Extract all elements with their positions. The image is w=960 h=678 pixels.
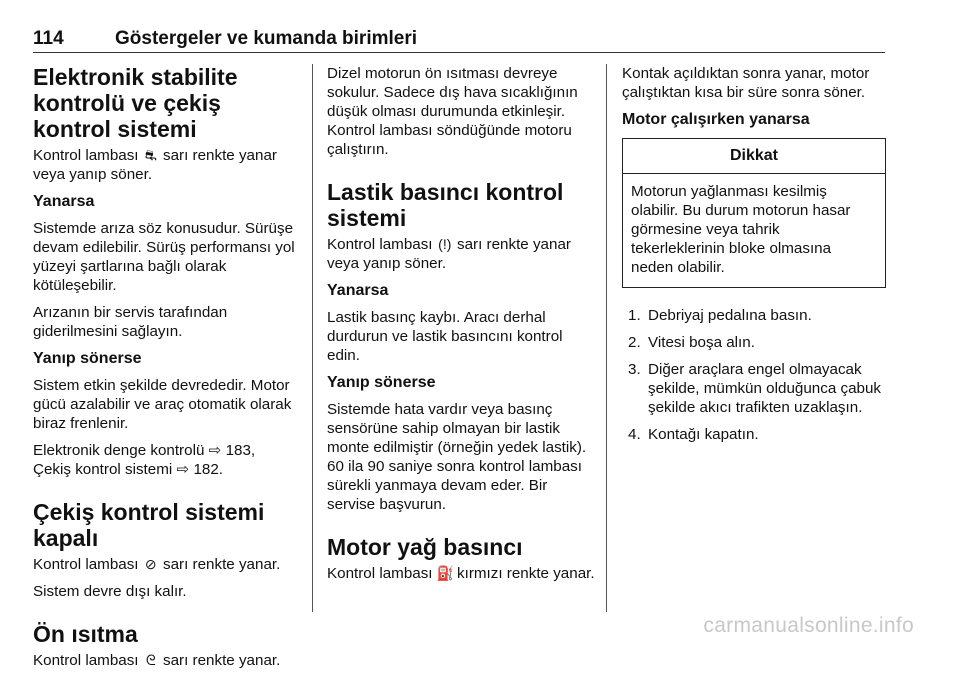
list-item: 2. Vitesi boşa alın.: [628, 334, 755, 351]
column-right: [622, 64, 888, 452]
subheading-yanip-sonerse: Yanıp sönerse: [33, 350, 142, 367]
glow-plug-icon: ᘓ: [145, 652, 156, 668]
reference-arrow-icon: ⇨: [176, 461, 190, 478]
cross-references: Elektronik denge kontrolü ⇨ 183, Çekiş kontrol sistemi ⇨ 182.: [33, 442, 256, 478]
esc-yanarsa-text: Sistemde arıza söz konusudur. Sürüşe devam edilebilir. Sürüş performansı yol yüzeyi şartlarına bağlı olarak kötüleşebilir.: [33, 220, 295, 294]
column-divider: [606, 64, 607, 612]
tpms-heading: Lastik basıncı kontrol sistemi: [327, 179, 564, 231]
reference-link[interactable]: 183,: [225, 442, 256, 459]
glow-plug-heading: Ön ısıtma: [33, 621, 138, 647]
subheading-yanarsa: Yanarsa: [33, 193, 95, 210]
subheading-engine-running: Motor çalışırken yanarsa: [622, 111, 810, 128]
page-header: [33, 28, 885, 53]
esc-service-text: Arızanın bir servis tarafından giderilmesini sağlayın.: [33, 304, 228, 340]
oil-pressure-heading: Motor yağ basıncı: [327, 534, 523, 560]
esc-warning-icon: ⛐: [144, 147, 157, 163]
column-divider: [312, 64, 313, 612]
glow-plug-intro: Kontrol lambası ᘓ sarı renkte yanar.: [33, 652, 281, 669]
list-item: 1. Debriyaj pedalına basın.: [628, 307, 812, 324]
tpms-yanarsa-text: Lastik basınç kaybı. Aracı derhal durdurun ve lastik basıncını kontrol edin.: [327, 309, 563, 364]
traction-off-intro: Kontrol lambası ⊘ sarı renkte yanar.: [33, 556, 281, 573]
subheading-yanarsa: Yanarsa: [327, 282, 389, 299]
esc-intro: Kontrol lambası ⛐ sarı renkte yanar veya yanıp söner.: [33, 147, 277, 183]
esc-heading: Elektronik stabilite kontrolü ve çekiş kontrol sistemi: [33, 64, 238, 142]
caution-text: Motorun yağlanması kesilmiş olabilir. Bu durum motorun hasar görmesine veya tahrik tekerleklerinin bloke olmasına neden olabilir.: [631, 183, 851, 276]
esc-yanip-text: Sistem etkin şekilde devrededir. Motor gücü azalabilir ve araç otomatik olarak biraz frenlenir.: [33, 377, 292, 432]
traction-off-heading: Çekiş kontrol sistemi kapalı: [33, 499, 265, 551]
list-item: 4. Kontağı kapatın.: [628, 426, 759, 443]
tpms-yanip-text: Sistemde hata vardır veya basınç sensörüne sahip olmayan bir lastik monte edilmiştir (örneğin yedek lastik). 60 ila 90 saniye sonra kontrol lambası sürekli yanmaya devam eder. Bir servise başvurun.: [327, 401, 587, 513]
column-middle: [327, 64, 595, 591]
oil-pressure-intro: Kontrol lambası ⛽ kırmızı renkte yanar.: [327, 565, 595, 582]
steps-list: [622, 306, 888, 444]
diesel-preheat-text: Dizel motorun ön ısıtması devreye sokulur. Sadece dış hava sıcaklığının düşük olması durumunda etkinleşir. Kontrol lambası söndüğünde motoru çalıştırın.: [327, 65, 578, 158]
oil-pressure-text: Kontak açıldıktan sonra yanar, motor çalıştıktan kısa bir süre sonra söner.: [622, 65, 870, 101]
chapter-title: Göstergeler ve kumanda birimleri: [115, 28, 418, 49]
caution-title: Dikkat: [623, 139, 885, 174]
oil-can-icon: ⛽: [436, 565, 455, 581]
traction-off-text: Sistem devre dışı kalır.: [33, 583, 187, 600]
watermark: carmanualsonline.info: [703, 614, 914, 637]
list-item: 3. Diğer araçlara engel olmayacak şekilde, mümkün olduğunca çabuk şekilde akıcı trafikten uzaklaşın.: [628, 361, 882, 416]
caution-box: [622, 138, 886, 288]
page-number: 114: [33, 28, 64, 49]
tire-pressure-icon: (!): [438, 236, 452, 252]
reference-link[interactable]: 182.: [193, 461, 224, 478]
tpms-intro: Kontrol lambası (!) sarı renkte yanar veya yanıp söner.: [327, 236, 571, 272]
subheading-yanip-sonerse: Yanıp sönerse: [327, 374, 436, 391]
traction-off-icon: ⊘: [144, 556, 157, 572]
column-left: [33, 64, 303, 678]
reference-arrow-icon: ⇨: [208, 442, 222, 459]
